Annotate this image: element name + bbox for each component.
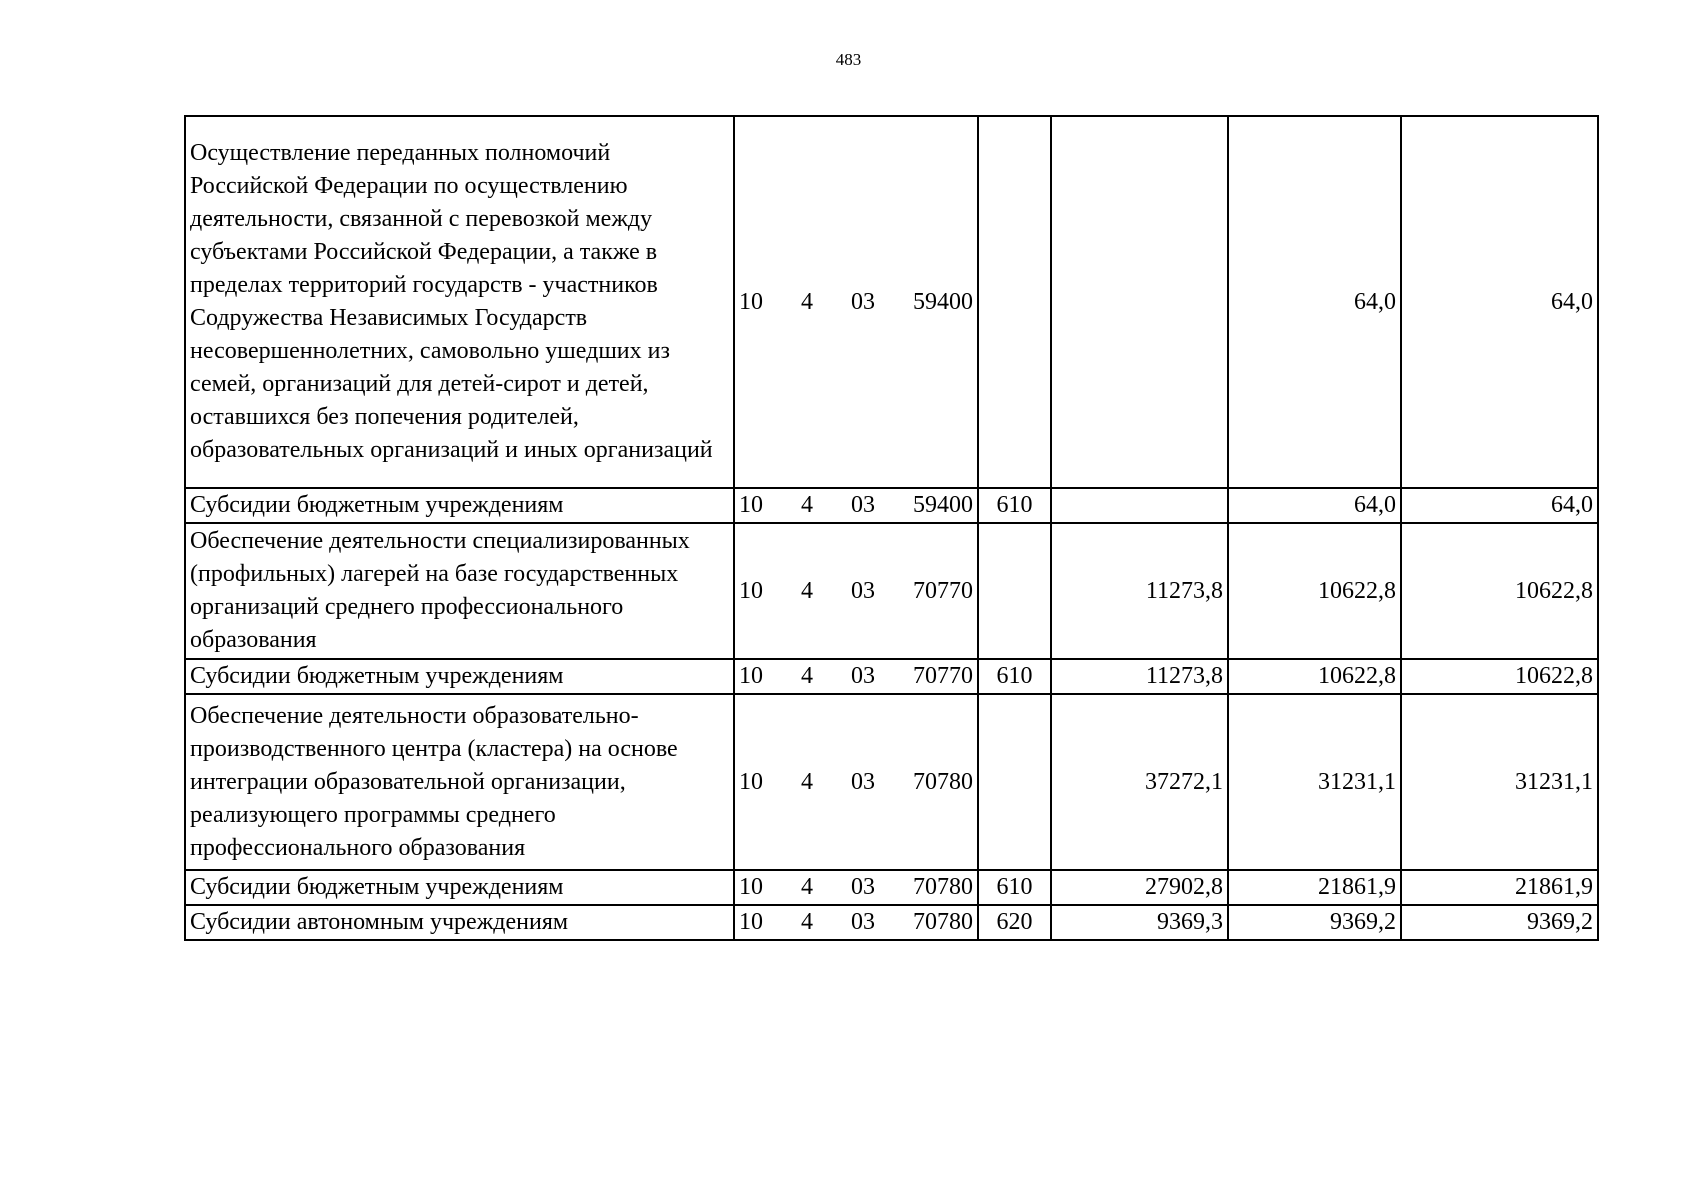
code-program: 03 bbox=[851, 874, 875, 900]
row-name-cell: Осуществление переданных полномочий Российской Федерации по осуществлению деятельности, связанной с перевозкой между субъектами Российской Федерации, а также в пределах территорий государств - участников Содружества Независимых Государств несовершеннолетних, самовольно ушедших из семей, организаций для детей-сирот и детей, оставшихся без попечения родителей, образовательных организаций и иных организаций bbox=[185, 116, 734, 488]
code-subsection: 4 bbox=[801, 768, 813, 795]
amount-cell-2: 10622,8 bbox=[1228, 659, 1401, 694]
table-row bbox=[185, 488, 1598, 523]
expense-type-cell bbox=[978, 116, 1051, 488]
code-direction: 59400 bbox=[913, 492, 973, 518]
expense-type-cell: 610 bbox=[978, 659, 1051, 694]
code-subsection: 4 bbox=[801, 492, 813, 518]
expense-type-cell: 610 bbox=[978, 488, 1051, 523]
code-direction: 70770 bbox=[913, 577, 973, 604]
row-name-cell: Субсидии бюджетным учреждениям bbox=[185, 870, 734, 905]
code-section: 10 bbox=[739, 663, 763, 689]
expense-type-cell: 620 bbox=[978, 905, 1051, 940]
row-name-cell: Обеспечение деятельности образовательно-производственного центра (кластера) на основе интеграции образовательной организации, реализующего программы среднего профессионального образования bbox=[185, 694, 734, 870]
amount-cell-1: 27902,8 bbox=[1051, 870, 1228, 905]
code-program: 03 bbox=[851, 663, 875, 689]
code-section: 10 bbox=[739, 874, 763, 900]
code-direction: 70780 bbox=[913, 768, 973, 795]
table-row bbox=[185, 659, 1598, 694]
expense-type-cell bbox=[978, 694, 1051, 870]
amount-cell-3: 64,0 bbox=[1401, 488, 1598, 523]
code-program: 03 bbox=[851, 909, 875, 935]
budget-table bbox=[184, 115, 1599, 941]
code-section: 10 bbox=[739, 768, 763, 795]
amount-cell-3: 31231,1 bbox=[1401, 694, 1598, 870]
code-subsection: 4 bbox=[801, 909, 813, 935]
code-direction: 70770 bbox=[913, 663, 973, 689]
budget-code-cell bbox=[734, 870, 978, 905]
table-row bbox=[185, 116, 1598, 488]
amount-cell-1: 11273,8 bbox=[1051, 659, 1228, 694]
amount-cell-1 bbox=[1051, 488, 1228, 523]
table-row bbox=[185, 905, 1598, 940]
code-direction: 70780 bbox=[913, 874, 973, 900]
budget-code-cell bbox=[734, 523, 978, 659]
expense-type-cell bbox=[978, 523, 1051, 659]
code-program: 03 bbox=[851, 768, 875, 795]
amount-cell-3: 64,0 bbox=[1401, 116, 1598, 488]
code-section: 10 bbox=[739, 492, 763, 518]
amount-cell-3: 21861,9 bbox=[1401, 870, 1598, 905]
code-subsection: 4 bbox=[801, 874, 813, 900]
row-name-cell: Субсидии бюджетным учреждениям bbox=[185, 659, 734, 694]
budget-code-cell bbox=[734, 694, 978, 870]
amount-cell-2: 31231,1 bbox=[1228, 694, 1401, 870]
amount-cell-2: 9369,2 bbox=[1228, 905, 1401, 940]
amount-cell-1: 11273,8 bbox=[1051, 523, 1228, 659]
code-section: 10 bbox=[739, 577, 763, 604]
amount-cell-1 bbox=[1051, 116, 1228, 488]
code-section: 10 bbox=[739, 909, 763, 935]
code-program: 03 bbox=[851, 577, 875, 604]
amount-cell-3: 9369,2 bbox=[1401, 905, 1598, 940]
code-direction: 59400 bbox=[913, 288, 973, 315]
budget-code-cell bbox=[734, 905, 978, 940]
code-subsection: 4 bbox=[801, 577, 813, 604]
code-program: 03 bbox=[851, 492, 875, 518]
code-subsection: 4 bbox=[801, 288, 813, 315]
amount-cell-2: 10622,8 bbox=[1228, 523, 1401, 659]
table-row bbox=[185, 523, 1598, 659]
budget-code-cell bbox=[734, 116, 978, 488]
code-direction: 70780 bbox=[913, 909, 973, 935]
budget-code-cell bbox=[734, 659, 978, 694]
amount-cell-3: 10622,8 bbox=[1401, 659, 1598, 694]
budget-code-cell bbox=[734, 488, 978, 523]
row-name-cell: Обеспечение деятельности специализированных (профильных) лагерей на базе государственных организаций среднего профессионального образования bbox=[185, 523, 734, 659]
code-program: 03 bbox=[851, 288, 875, 315]
table-row bbox=[185, 870, 1598, 905]
code-section: 10 bbox=[739, 288, 763, 315]
amount-cell-2: 64,0 bbox=[1228, 116, 1401, 488]
row-name-cell: Субсидии бюджетным учреждениям bbox=[185, 488, 734, 523]
amount-cell-1: 37272,1 bbox=[1051, 694, 1228, 870]
expense-type-cell: 610 bbox=[978, 870, 1051, 905]
table-row bbox=[185, 694, 1598, 870]
amount-cell-1: 9369,3 bbox=[1051, 905, 1228, 940]
row-name-cell: Субсидии автономным учреждениям bbox=[185, 905, 734, 940]
code-subsection: 4 bbox=[801, 663, 813, 689]
amount-cell-3: 10622,8 bbox=[1401, 523, 1598, 659]
amount-cell-2: 21861,9 bbox=[1228, 870, 1401, 905]
page-number: 483 bbox=[835, 50, 862, 69]
amount-cell-2: 64,0 bbox=[1228, 488, 1401, 523]
